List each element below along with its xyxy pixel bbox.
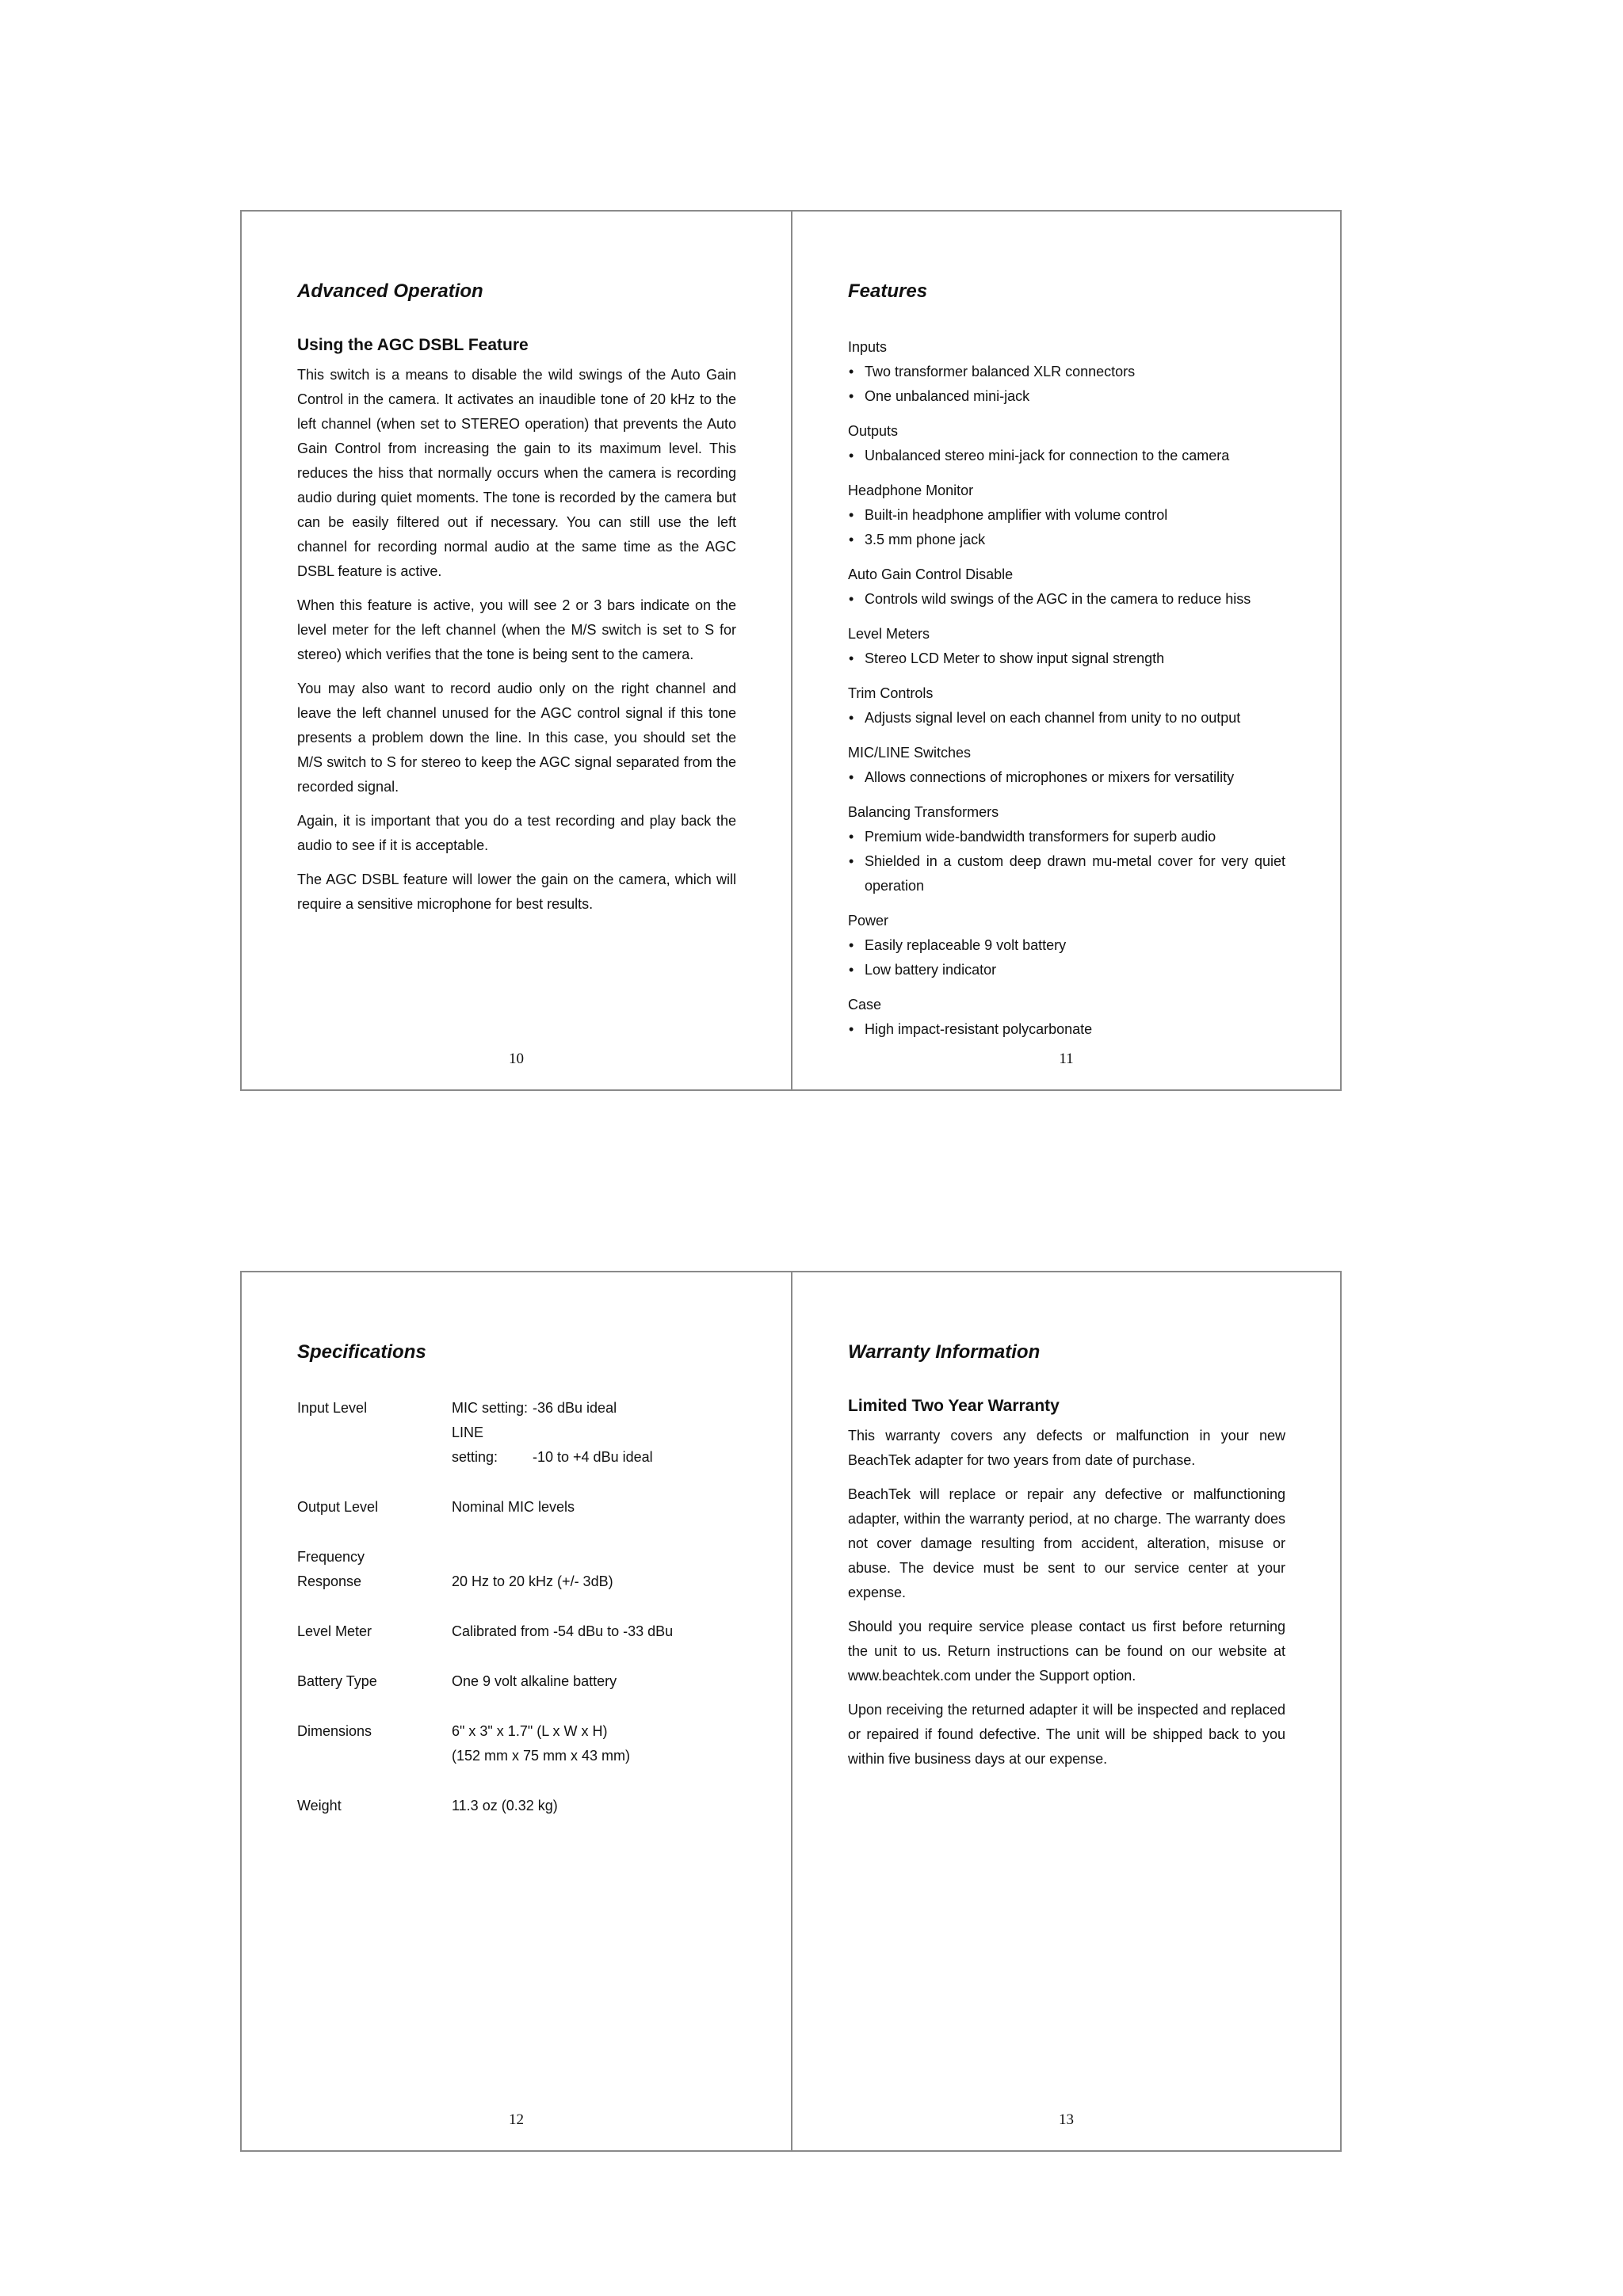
feature-item: • Easily replaceable 9 volt battery: [848, 933, 1285, 958]
feature-items: [848, 587, 1285, 612]
feature-item: • Premium wide-bandwidth transformers for superb audio: [848, 825, 1285, 849]
spec-row-frequency-response: [297, 1520, 673, 1594]
spec-label: Dimensions: [297, 1722, 372, 1739]
feature-item: • Stereo LCD Meter to show input signal strength: [848, 646, 1285, 671]
spec-label: Level Meter: [297, 1623, 372, 1639]
body-paragraph: This switch is a means to disable the wild swings of the Auto Gain Control in the camera. It activates an inaudible tone of 20 kHz to the left channel (when set to STEREO operation) that prevents the Auto Gain Control from increasing the gain to its maximum level. This reduces the hiss that normally occurs when the camera is recording audio during quiet moments. The tone is recorded by the camera but can be easily filtered out if necessary. You can still use the left channel for recording normal audio at the same time as the AGC DSBL feature is active.: [297, 366, 736, 579]
page-heading: Warranty Information: [848, 1341, 1041, 1363]
feature-category: Power: [848, 912, 889, 929]
mic-setting-name: MIC setting:: [452, 1399, 529, 1416]
page-heading: Advanced Operation: [297, 280, 483, 302]
specifications-table: [297, 1396, 673, 1818]
spec-label: [297, 1520, 452, 1594]
body-paragraph: The AGC DSBL feature will lower the gain on the camera, which will require a sensitive microphone for best results.: [297, 871, 736, 912]
page-heading: Specifications: [297, 1341, 426, 1363]
spec-label: Input Level: [297, 1399, 368, 1416]
feature-category: Headphone Monitor: [848, 482, 974, 498]
spec-row-level-meter: [297, 1594, 673, 1644]
feature-item: • Allows connections of microphones or mixers for versatility: [848, 765, 1285, 790]
feature-items: [848, 503, 1285, 552]
page-13: [791, 1272, 1340, 2150]
feature-items: [848, 646, 1285, 671]
body-paragraph: Upon receiving the returned adapter it will be inspected and replaced or repaired if found defective. The unit will be shipped back to you within five business days at our expense.: [848, 1701, 1285, 1767]
page-number: 12: [509, 2111, 524, 2128]
spec-value: [452, 1694, 673, 1768]
mic-setting-value: -36 dBu ideal: [533, 1399, 617, 1416]
section-subheading: Limited Two Year Warranty: [848, 1396, 1060, 1415]
page-11: [791, 212, 1340, 1089]
feature-item: • Controls wild swings of the AGC in the camera to reduce hiss: [848, 587, 1285, 612]
feature-category: Outputs: [848, 422, 899, 439]
feature-category: Trim Controls: [848, 685, 934, 701]
body-paragraph: Should you require service please contact us first before returning the unit to us. Return instructions can be found on our website at www.beachtek.com under the Support option.: [848, 1618, 1285, 1684]
feature-items: [848, 706, 1285, 730]
page-10: [242, 212, 791, 1089]
spec-label-line: Frequency: [297, 1548, 365, 1565]
page-heading: Features: [848, 280, 928, 302]
spec-row-battery-type: [297, 1644, 673, 1694]
spec-label: Battery Type: [297, 1672, 377, 1689]
feature-item: • Built-in headphone amplifier with volume control: [848, 503, 1285, 528]
spec-row-weight: [297, 1768, 673, 1818]
feature-category: Case: [848, 996, 882, 1013]
spec-value-line: 20 Hz to 20 kHz (+/- 3dB): [452, 1573, 613, 1589]
spread-pages-12-13: [240, 1271, 1342, 2152]
feature-items: [848, 444, 1285, 468]
spec-label: Weight: [297, 1797, 342, 1814]
feature-category: MIC/LINE Switches: [848, 744, 972, 761]
spread-pages-10-11: [240, 210, 1342, 1091]
spec-value: One 9 volt alkaline battery: [452, 1672, 617, 1689]
feature-items: [848, 1017, 1285, 1042]
feature-item: • One unbalanced mini-jack: [848, 384, 1285, 409]
feature-category: Level Meters: [848, 625, 930, 642]
feature-item: • Unbalanced stereo mini-jack for connection to the camera: [848, 444, 1285, 468]
page-number: 13: [1059, 2111, 1074, 2128]
feature-items: [848, 825, 1285, 898]
feature-item: • Two transformer balanced XLR connectors: [848, 360, 1285, 384]
page-12: [242, 1272, 791, 2150]
feature-category: Auto Gain Control Disable: [848, 566, 1014, 582]
spec-row-output-level: [297, 1470, 673, 1520]
line-setting-line: [452, 1421, 673, 1470]
line-setting-name: LINE setting:: [452, 1424, 498, 1465]
body-paragraph: When this feature is active, you will see 2 or 3 bars indicate on the level meter for the left channel (when the M/S switch is set to S for stereo) which verifies that the tone is being sent to the camera.: [297, 597, 736, 662]
spec-row-input-level: [297, 1396, 673, 1470]
spec-label: Output Level: [297, 1498, 379, 1515]
feature-items: [848, 360, 1285, 409]
mic-setting-line: [452, 1396, 673, 1421]
feature-items: [848, 933, 1285, 982]
spec-value: 11.3 oz (0.32 kg): [452, 1797, 558, 1814]
line-setting-value: -10 to +4 dBu ideal: [533, 1448, 653, 1465]
page-number: 11: [1059, 1051, 1074, 1067]
spec-value: [452, 1520, 673, 1594]
feature-item: • Shielded in a custom deep drawn mu-metal cover for very quiet operation: [848, 849, 1285, 898]
feature-category: Balancing Transformers: [848, 803, 999, 820]
spec-value-line: 6" x 3" x 1.7" (L x W x H): [452, 1722, 608, 1739]
body-paragraph: You may also want to record audio only on the right channel and leave the left channel unused for the AGC control signal if this tone presents a problem down the line. In this case, you should set the M/S switch to S for stereo to keep the AGC signal separated from the recorded signal.: [297, 680, 736, 795]
section-subheading: Using the AGC DSBL Feature: [297, 335, 529, 354]
body-paragraph: BeachTek will replace or repair any defective or malfunctioning adapter, within the warranty period, at no charge. The warranty does not cover damage resulting from accident, alteration, misuse or abuse. The device must be sent to our service center at your expense.: [848, 1486, 1285, 1600]
feature-item: • Adjusts signal level on each channel from unity to no output: [848, 706, 1285, 730]
spec-value: [452, 1396, 673, 1470]
page-number: 10: [509, 1051, 524, 1067]
spec-row-dimensions: [297, 1694, 673, 1768]
spec-value-line: (152 mm x 75 mm x 43 mm): [452, 1747, 631, 1764]
feature-items: [848, 765, 1285, 790]
feature-item: • High impact-resistant polycarbonate: [848, 1017, 1285, 1042]
spec-label-line: Response: [297, 1573, 362, 1589]
features-list: [848, 335, 1285, 1042]
feature-item: • 3.5 mm phone jack: [848, 528, 1285, 552]
spec-value: Nominal MIC levels: [452, 1498, 575, 1515]
spec-value: Calibrated from -54 dBu to -33 dBu: [452, 1623, 674, 1639]
feature-item: • Low battery indicator: [848, 958, 1285, 982]
body-paragraph: This warranty covers any defects or malfunction in your new BeachTek adapter for two years from date of purchase.: [848, 1427, 1285, 1468]
feature-category: Inputs: [848, 338, 888, 355]
body-paragraph: Again, it is important that you do a test recording and play back the audio to see if it is acceptable.: [297, 812, 736, 853]
